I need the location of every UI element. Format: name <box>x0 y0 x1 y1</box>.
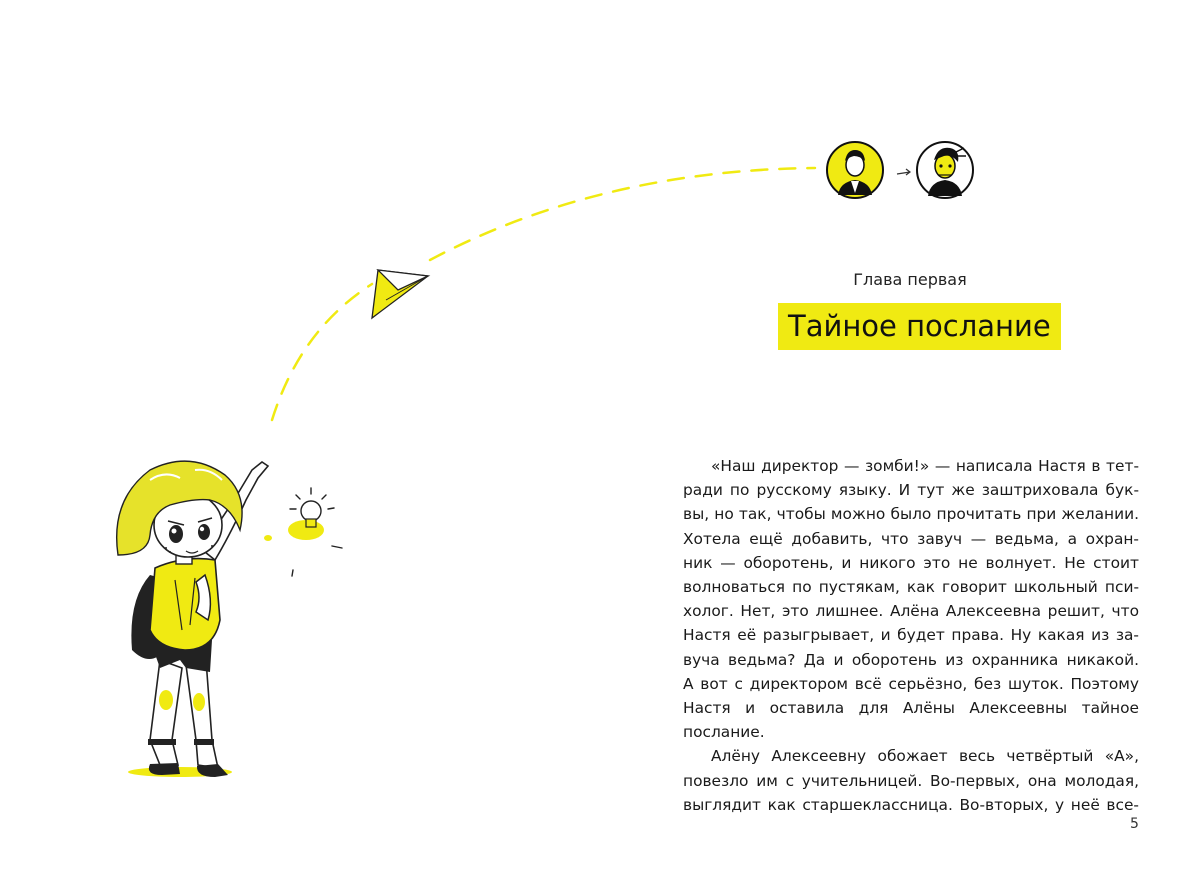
chapter-label: Глава первая <box>853 270 967 289</box>
text-line: холог. Нет, это лишнее. Алёна Алексеевна решит, что <box>683 602 1139 621</box>
text-line: волноваться по пустякам, как говорит школьный пси- <box>683 578 1139 597</box>
zombie-director-portrait-icon <box>917 142 973 198</box>
text-line: «Наш директор — зомби!» — написала Настя в тет- <box>711 457 1139 475</box>
text-line: повезло им с учительницей. Во-первых, она молодая, <box>683 771 1139 790</box>
text-line: послание. <box>683 723 765 742</box>
text-line: ник — оборотень, и никого это не волнует. Не стоит <box>683 553 1139 572</box>
transform-arrow <box>897 169 910 175</box>
text-line: вы, но так, чтобы можно было прочитать при желании. <box>683 505 1139 524</box>
text-line: выглядит как старшеклассница. Во-вторых, у неё все- <box>683 795 1139 814</box>
lightbulb-icon <box>264 488 342 576</box>
text-line: ради по русскому языку. И тут же заштриховала бук- <box>683 481 1139 500</box>
text-line: Алёну Алексеевну обожает весь четвёртый «А», <box>711 747 1139 766</box>
girl-character <box>117 461 268 777</box>
flight-path <box>272 168 815 420</box>
paper-airplane-icon <box>372 270 428 318</box>
text-line: А вот с директором всё серьёзно, без шуток. Поэтому <box>683 674 1139 693</box>
text-line: вуча ведьма? Да и оборотень из охранника никакой. <box>683 650 1139 669</box>
text-line: Хотела ещё добавить, что завуч — ведьма, а охран- <box>683 529 1139 548</box>
page-number: 5 <box>1130 816 1139 832</box>
director-portrait-icon <box>827 142 883 198</box>
text-line: Настя её разыгрывает, и будет права. Ну какая из за- <box>683 626 1139 645</box>
text-line: Настя и оставила для Алёны Алексеевны тайное <box>683 699 1139 718</box>
paragraph <box>683 454 1139 744</box>
body-text <box>683 454 1139 817</box>
paragraph <box>683 744 1139 817</box>
chapter-title: Тайное послание <box>778 303 1061 350</box>
